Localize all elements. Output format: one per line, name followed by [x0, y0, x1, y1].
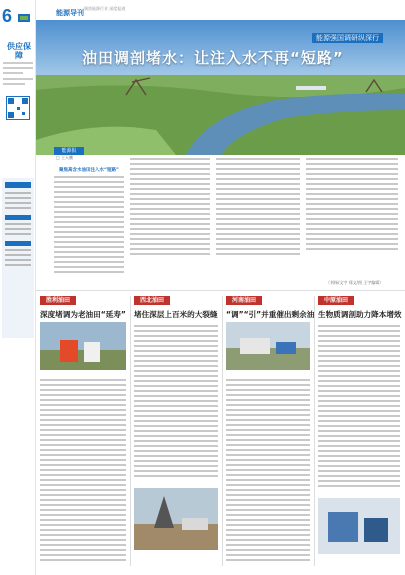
- text-column-3: [216, 155, 300, 275]
- sidebar-title: 供应保障: [7, 42, 31, 60]
- text-column-2: [130, 155, 210, 275]
- article-end-note: （刘杨/文字 郑文/图 王宇编辑）: [326, 280, 384, 285]
- section-divider: [36, 290, 405, 291]
- text-henan: [226, 376, 310, 566]
- brand-logo-icon: [18, 7, 30, 15]
- text-xibei: [134, 322, 218, 482]
- section-title-shengli: 深度堵调为老油田“延寿”: [40, 310, 126, 319]
- sidebar-text-line: [3, 67, 33, 69]
- page-number: 6: [2, 6, 13, 26]
- section-tag: 能源报: [54, 147, 84, 155]
- section-title-xibei: 堵住深层上百米的大裂缝: [134, 310, 218, 319]
- text-shengli: [40, 376, 126, 566]
- photo-xibei: [134, 488, 218, 550]
- qr-code-icon: [6, 96, 30, 120]
- section-tag-xibei: 西北油田: [134, 296, 170, 305]
- text-column-1: [54, 164, 124, 284]
- column-divider: [130, 296, 131, 566]
- brand-subtitle: 聚焦能源行业 深度报道: [84, 6, 126, 11]
- section-tag-zhongyuan: 中原油田: [318, 296, 354, 305]
- text-column-4: [306, 155, 398, 275]
- column-divider: [314, 296, 315, 566]
- sidebar-news-box: [2, 178, 34, 338]
- byline: □ 王天鹏: [56, 155, 74, 160]
- sidebar-text-line: [3, 72, 23, 74]
- column-divider: [222, 296, 223, 566]
- section-title-zhongyuan: 生物质调剖助力降本增效: [318, 310, 402, 319]
- section-tag-henan: 河南油田: [226, 296, 262, 305]
- section-title-henan: “调”“引”并重催出剩余油: [226, 310, 315, 319]
- photo-henan: [226, 322, 310, 370]
- section-tag-shengli: 胜利油田: [40, 296, 76, 305]
- series-tag: 能源强国调研纵深行: [312, 33, 383, 43]
- sidebar-text-line: [3, 62, 33, 64]
- text-zhongyuan: [318, 322, 400, 492]
- column-subhead: 聚焦高含水油田注入水“短路”: [59, 168, 119, 173]
- photo-shengli: [40, 322, 126, 370]
- page-headline: 油田调剖堵水：让注入水不再“短路”: [82, 49, 344, 67]
- sidebar-text-line: [3, 78, 33, 80]
- sidebar-text-line: [3, 83, 25, 85]
- brand-name: 能源导刊: [56, 9, 84, 17]
- photo-zhongyuan: [318, 498, 400, 554]
